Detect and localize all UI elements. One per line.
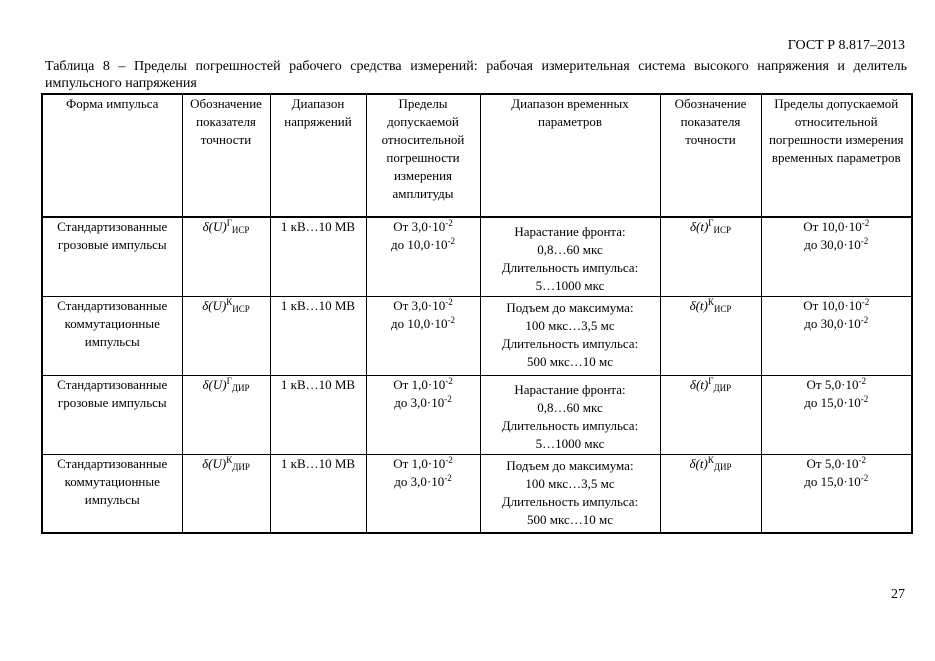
page-number: 27 bbox=[891, 587, 905, 602]
voltage-range-cell: 1 кВ…10 МВ bbox=[270, 375, 366, 454]
accuracy-symbol-cell: $\delta(U)^Г_{ИСР}$ bbox=[182, 217, 270, 296]
col-header-time-range: Диапазон временных параметров bbox=[480, 94, 660, 217]
table-row bbox=[42, 375, 912, 454]
table-header-row bbox=[42, 94, 912, 217]
time-range-cell: Подъем до максимума: 100 мкс…3,5 мс Длительность импульса: 500 мкс…10 мс bbox=[480, 454, 660, 533]
col-header-accuracy-symbol: Обозначение показателя точности bbox=[182, 94, 270, 217]
time-error-cell: От $10,0\cdot 10^{-2}$ до $30,0\cdot 10^{-2}$ bbox=[761, 217, 912, 296]
table-row bbox=[42, 454, 912, 533]
time-accuracy-symbol-cell: $\delta(t)^К_{ИСР}$ bbox=[660, 296, 761, 375]
standard-number: ГОСТ Р 8.817–2013 bbox=[787, 38, 905, 53]
time-accuracy-symbol-cell: $\delta(t)^Г_{ИСР}$ bbox=[660, 217, 761, 296]
time-range-cell: Нарастание фронта: 0,8…60 мкс Длительность импульса: 5…1000 мкс bbox=[480, 217, 660, 296]
col-header-amplitude-error: Пределы допускаемой относительной погрешности измерения амплитуды bbox=[366, 94, 480, 217]
time-error-cell: От $5,0\cdot 10^{-2}$ до $15,0\cdot 10^{-2}$ bbox=[761, 375, 912, 454]
voltage-range-cell: 1 кВ…10 МВ bbox=[270, 296, 366, 375]
table-caption: Таблица 8 – Пределы погрешностей рабочего средства измерений: рабочая измерительная система высокого напряжения и делитель импульсного напряжения bbox=[45, 59, 907, 91]
time-accuracy-symbol-cell: $\delta(t)^Г_{ДИР}$ bbox=[660, 375, 761, 454]
col-header-pulse-form: Форма импульса bbox=[42, 94, 182, 217]
voltage-range-cell: 1 кВ…10 МВ bbox=[270, 454, 366, 533]
accuracy-symbol-cell: $\delta(U)^К_{ДИР}$ bbox=[182, 454, 270, 533]
table-8 bbox=[41, 93, 913, 534]
table-row bbox=[42, 217, 912, 296]
time-error-cell: От $10,0\cdot 10^{-2}$ до $30,0\cdot 10^{-2}$ bbox=[761, 296, 912, 375]
amplitude-error-cell: От $3,0\cdot 10^{-2}$ до $10,0\cdot 10^{-2}$ bbox=[366, 217, 480, 296]
col-header-time-error: Пределы допускаемой относительной погрешности измерения временных параметров bbox=[761, 94, 912, 217]
amplitude-error-cell: От $1,0\cdot 10^{-2}$ до $3,0\cdot 10^{-2}$ bbox=[366, 375, 480, 454]
time-error-cell: От $5,0\cdot 10^{-2}$ до $15,0\cdot 10^{-2}$ bbox=[761, 454, 912, 533]
table-row bbox=[42, 296, 912, 375]
time-range-cell: Подъем до максимума: 100 мкс…3,5 мс Длительность импульса: 500 мкс…10 мс bbox=[480, 296, 660, 375]
time-accuracy-symbol-cell: $\delta(t)^К_{ДИР}$ bbox=[660, 454, 761, 533]
amplitude-error-cell: От $3,0\cdot 10^{-2}$ до $10,0\cdot 10^{-2}$ bbox=[366, 296, 480, 375]
accuracy-symbol-cell: $\delta(U)^К_{ИСР}$ bbox=[182, 296, 270, 375]
voltage-range-cell: 1 кВ…10 МВ bbox=[270, 217, 366, 296]
amplitude-error-cell: От $1,0\cdot 10^{-2}$ до $3,0\cdot 10^{-2}$ bbox=[366, 454, 480, 533]
pulse-form-cell: Стандартизованные коммутационные импульсы bbox=[42, 454, 182, 533]
pulse-form-cell: Стандартизованные коммутационные импульсы bbox=[42, 296, 182, 375]
col-header-time-accuracy-symbol: Обозначение показателя точности bbox=[660, 94, 761, 217]
pulse-form-cell: Стандартизованные грозовые импульсы bbox=[42, 375, 182, 454]
col-header-voltage-range: Диапазон напряжений bbox=[270, 94, 366, 217]
accuracy-symbol-cell: $\delta(U)^Г_{ДИР}$ bbox=[182, 375, 270, 454]
pulse-form-cell: Стандартизованные грозовые импульсы bbox=[42, 217, 182, 296]
time-range-cell: Нарастание фронта: 0,8…60 мкс Длительность импульса: 5…1000 мкс bbox=[480, 375, 660, 454]
